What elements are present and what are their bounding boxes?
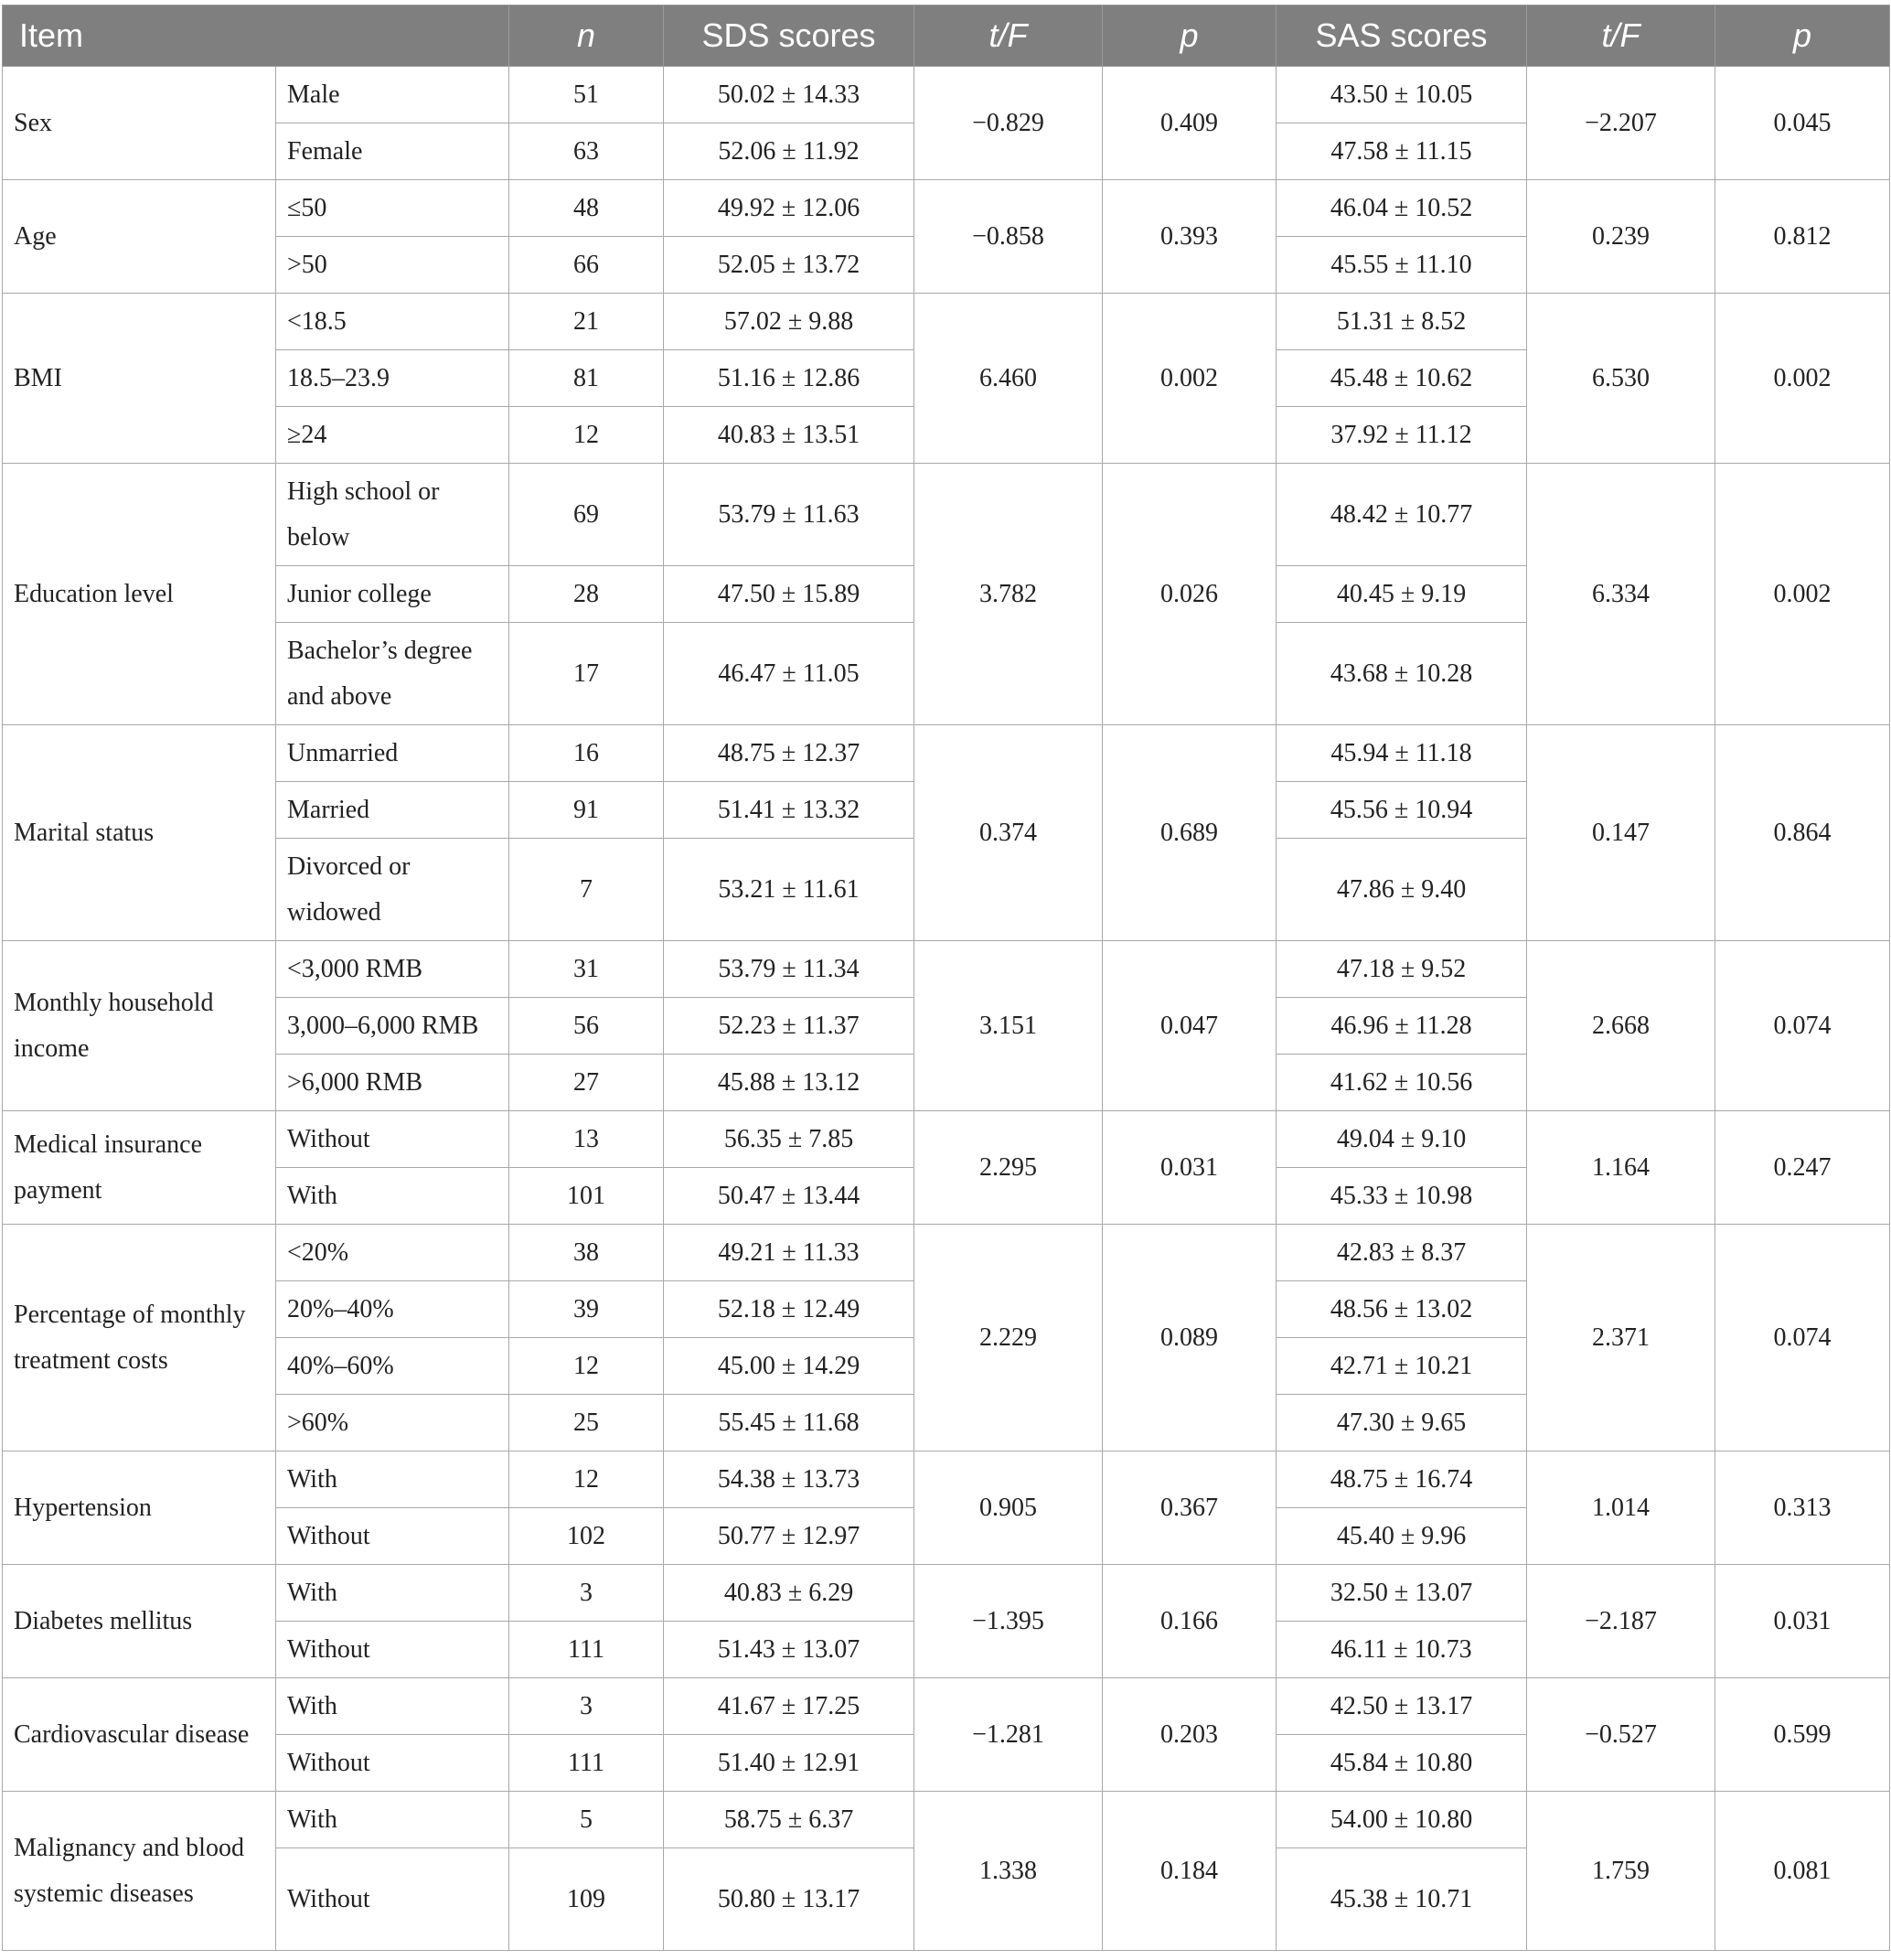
sds-score: 51.40 ± 12.91: [664, 1735, 914, 1792]
sds-score: 50.80 ± 13.17: [664, 1848, 914, 1951]
table-row: [3, 1678, 1890, 1735]
group-item-label: Age: [3, 180, 276, 294]
sas-score: 49.04 ± 9.10: [1277, 1111, 1527, 1168]
sds-tf-value: −1.395: [914, 1565, 1103, 1678]
table-body: [3, 67, 1890, 1951]
sds-score: 51.16 ± 12.86: [664, 350, 914, 407]
header-tf-sas: t/F: [1527, 5, 1715, 67]
sds-tf-value: 2.229: [914, 1225, 1103, 1451]
subgroup-label: With: [276, 1451, 509, 1508]
sds-score: 50.02 ± 14.33: [664, 67, 914, 123]
sas-tf-value: 6.530: [1527, 294, 1715, 464]
sas-score: 54.00 ± 10.80: [1277, 1792, 1527, 1848]
sds-p-value: 0.026: [1103, 464, 1277, 725]
table-row: [3, 1111, 1890, 1168]
subgroup-label: Bachelor’s degree and above: [276, 623, 509, 725]
sas-score: 45.38 ± 10.71: [1277, 1848, 1527, 1951]
sas-p-value: 0.074: [1715, 941, 1890, 1111]
n-value: 13: [509, 1111, 664, 1168]
sds-p-value: 0.409: [1103, 67, 1277, 180]
sas-score: 45.94 ± 11.18: [1277, 725, 1527, 782]
sds-p-value: 0.089: [1103, 1225, 1277, 1451]
subgroup-label: With: [276, 1678, 509, 1735]
table-row: [3, 1451, 1890, 1508]
n-value: 56: [509, 998, 664, 1055]
subgroup-label: >6,000 RMB: [276, 1055, 509, 1111]
n-value: 12: [509, 407, 664, 464]
header-n: n: [509, 5, 664, 67]
sas-score: 47.18 ± 9.52: [1277, 941, 1527, 998]
sds-p-value: 0.184: [1103, 1792, 1277, 1951]
sas-score: 48.56 ± 13.02: [1277, 1281, 1527, 1338]
sas-score: 47.58 ± 11.15: [1277, 123, 1527, 180]
n-value: 48: [509, 180, 664, 237]
sds-p-value: 0.031: [1103, 1111, 1277, 1225]
n-value: 17: [509, 623, 664, 725]
n-value: 101: [509, 1168, 664, 1225]
group-item-label: Education level: [3, 464, 276, 725]
sds-p-value: 0.367: [1103, 1451, 1277, 1565]
sds-p-value: 0.166: [1103, 1565, 1277, 1678]
sds-score: 52.18 ± 12.49: [664, 1281, 914, 1338]
sds-score: 52.23 ± 11.37: [664, 998, 914, 1055]
n-value: 27: [509, 1055, 664, 1111]
sds-score: 52.06 ± 11.92: [664, 123, 914, 180]
n-value: 28: [509, 566, 664, 623]
sds-score: 48.75 ± 12.37: [664, 725, 914, 782]
subgroup-label: With: [276, 1792, 509, 1848]
sds-score: 57.02 ± 9.88: [664, 294, 914, 350]
header-p-sas: p: [1715, 5, 1890, 67]
sas-score: 45.84 ± 10.80: [1277, 1735, 1527, 1792]
sds-score: 47.50 ± 15.89: [664, 566, 914, 623]
sds-score: 53.21 ± 11.61: [664, 839, 914, 941]
group-item-label: Marital status: [3, 725, 276, 941]
sas-score: 43.50 ± 10.05: [1277, 67, 1527, 123]
subgroup-label: Without: [276, 1111, 509, 1168]
sds-p-value: 0.689: [1103, 725, 1277, 941]
sds-tf-value: 6.460: [914, 294, 1103, 464]
subgroup-label: <20%: [276, 1225, 509, 1281]
sas-score: 45.33 ± 10.98: [1277, 1168, 1527, 1225]
n-value: 102: [509, 1508, 664, 1565]
sds-tf-value: 2.295: [914, 1111, 1103, 1225]
n-value: 69: [509, 464, 664, 566]
sds-p-value: 0.002: [1103, 294, 1277, 464]
group-item-label: Sex: [3, 67, 276, 180]
n-value: 12: [509, 1451, 664, 1508]
table-row: [3, 180, 1890, 237]
sas-tf-value: 2.371: [1527, 1225, 1715, 1451]
n-value: 39: [509, 1281, 664, 1338]
subgroup-label: Married: [276, 782, 509, 839]
n-value: 16: [509, 725, 664, 782]
group-item-label: Percentage of monthly treatment costs: [3, 1225, 276, 1451]
sas-score: 48.42 ± 10.77: [1277, 464, 1527, 566]
sas-score: 37.92 ± 11.12: [1277, 407, 1527, 464]
n-value: 25: [509, 1395, 664, 1451]
sas-p-value: 0.864: [1715, 725, 1890, 941]
table-row: [3, 464, 1890, 566]
sas-tf-value: −2.187: [1527, 1565, 1715, 1678]
sds-tf-value: 0.905: [914, 1451, 1103, 1565]
n-value: 31: [509, 941, 664, 998]
sas-score: 46.04 ± 10.52: [1277, 180, 1527, 237]
sas-score: 43.68 ± 10.28: [1277, 623, 1527, 725]
n-value: 63: [509, 123, 664, 180]
table-row: [3, 941, 1890, 998]
results-table: [2, 5, 1890, 1951]
sds-tf-value: 0.374: [914, 725, 1103, 941]
sds-score: 45.00 ± 14.29: [664, 1338, 914, 1395]
table-row: [3, 67, 1890, 123]
sds-score: 49.21 ± 11.33: [664, 1225, 914, 1281]
header-row: [3, 5, 1890, 67]
sds-score: 54.38 ± 13.73: [664, 1451, 914, 1508]
sas-p-value: 0.002: [1715, 294, 1890, 464]
subgroup-label: Divorced or widowed: [276, 839, 509, 941]
n-value: 7: [509, 839, 664, 941]
table-row: [3, 725, 1890, 782]
sas-score: 32.50 ± 13.07: [1277, 1565, 1527, 1622]
sds-score: 50.47 ± 13.44: [664, 1168, 914, 1225]
sds-score: 56.35 ± 7.85: [664, 1111, 914, 1168]
sds-score: 53.79 ± 11.63: [664, 464, 914, 566]
group-item-label: BMI: [3, 294, 276, 464]
sas-p-value: 0.045: [1715, 67, 1890, 180]
sas-tf-value: 1.014: [1527, 1451, 1715, 1565]
n-value: 66: [509, 237, 664, 294]
sas-p-value: 0.081: [1715, 1792, 1890, 1951]
sas-tf-value: 0.239: [1527, 180, 1715, 294]
group-item-label: Cardiovascular disease: [3, 1678, 276, 1792]
n-value: 3: [509, 1678, 664, 1735]
sds-score: 52.05 ± 13.72: [664, 237, 914, 294]
sds-score: 55.45 ± 11.68: [664, 1395, 914, 1451]
sas-score: 45.56 ± 10.94: [1277, 782, 1527, 839]
n-value: 111: [509, 1735, 664, 1792]
n-value: 5: [509, 1792, 664, 1848]
sds-score: 51.43 ± 13.07: [664, 1622, 914, 1678]
subgroup-label: With: [276, 1565, 509, 1622]
subgroup-label: High school or below: [276, 464, 509, 566]
header-item: Item: [3, 5, 509, 67]
sds-score: 53.79 ± 11.34: [664, 941, 914, 998]
sas-p-value: 0.812: [1715, 180, 1890, 294]
subgroup-label: Without: [276, 1508, 509, 1565]
table-row: [3, 294, 1890, 350]
sas-score: 45.40 ± 9.96: [1277, 1508, 1527, 1565]
sas-score: 42.71 ± 10.21: [1277, 1338, 1527, 1395]
n-value: 111: [509, 1622, 664, 1678]
header-tf-sds: t/F: [914, 5, 1103, 67]
sas-p-value: 0.002: [1715, 464, 1890, 725]
sds-tf-value: 1.338: [914, 1792, 1103, 1951]
sas-tf-value: 6.334: [1527, 464, 1715, 725]
n-value: 81: [509, 350, 664, 407]
subgroup-label: >60%: [276, 1395, 509, 1451]
n-value: 91: [509, 782, 664, 839]
sds-score: 51.41 ± 13.32: [664, 782, 914, 839]
sas-p-value: 0.031: [1715, 1565, 1890, 1678]
subgroup-label: 40%–60%: [276, 1338, 509, 1395]
header-sds-scores: SDS scores: [664, 5, 914, 67]
sds-score: 50.77 ± 12.97: [664, 1508, 914, 1565]
n-value: 109: [509, 1848, 664, 1951]
sas-tf-value: 2.668: [1527, 941, 1715, 1111]
subgroup-label: 18.5–23.9: [276, 350, 509, 407]
group-item-label: Medical insurance payment: [3, 1111, 276, 1225]
subgroup-label: ≤50: [276, 180, 509, 237]
subgroup-label: Junior college: [276, 566, 509, 623]
n-value: 12: [509, 1338, 664, 1395]
sas-score: 47.30 ± 9.65: [1277, 1395, 1527, 1451]
sds-score: 40.83 ± 13.51: [664, 407, 914, 464]
subgroup-label: Without: [276, 1848, 509, 1951]
sds-tf-value: 3.782: [914, 464, 1103, 725]
sds-p-value: 0.203: [1103, 1678, 1277, 1792]
subgroup-label: Without: [276, 1622, 509, 1678]
subgroup-label: Male: [276, 67, 509, 123]
sas-score: 42.83 ± 8.37: [1277, 1225, 1527, 1281]
sds-score: 45.88 ± 13.12: [664, 1055, 914, 1111]
sds-p-value: 0.393: [1103, 180, 1277, 294]
sas-tf-value: −0.527: [1527, 1678, 1715, 1792]
sas-p-value: 0.074: [1715, 1225, 1890, 1451]
subgroup-label: 3,000–6,000 RMB: [276, 998, 509, 1055]
sds-score: 58.75 ± 6.37: [664, 1792, 914, 1848]
sas-score: 42.50 ± 13.17: [1277, 1678, 1527, 1735]
sds-score: 46.47 ± 11.05: [664, 623, 914, 725]
sas-tf-value: −2.207: [1527, 67, 1715, 180]
n-value: 21: [509, 294, 664, 350]
sds-tf-value: −0.858: [914, 180, 1103, 294]
sas-tf-value: 1.759: [1527, 1792, 1715, 1951]
subgroup-label: Unmarried: [276, 725, 509, 782]
sas-score: 45.55 ± 11.10: [1277, 237, 1527, 294]
subgroup-label: Without: [276, 1735, 509, 1792]
sas-score: 40.45 ± 9.19: [1277, 566, 1527, 623]
group-item-label: Diabetes mellitus: [3, 1565, 276, 1678]
sas-score: 45.48 ± 10.62: [1277, 350, 1527, 407]
subgroup-label: >50: [276, 237, 509, 294]
sds-score: 41.67 ± 17.25: [664, 1678, 914, 1735]
sds-tf-value: 3.151: [914, 941, 1103, 1111]
group-item-label: Monthly household income: [3, 941, 276, 1111]
sas-score: 46.96 ± 11.28: [1277, 998, 1527, 1055]
sas-score: 41.62 ± 10.56: [1277, 1055, 1527, 1111]
sas-tf-value: 1.164: [1527, 1111, 1715, 1225]
sas-score: 47.86 ± 9.40: [1277, 839, 1527, 941]
sds-tf-value: −0.829: [914, 67, 1103, 180]
group-item-label: Malignancy and blood systemic diseases: [3, 1792, 276, 1951]
sas-score: 46.11 ± 10.73: [1277, 1622, 1527, 1678]
subgroup-label: Female: [276, 123, 509, 180]
sds-p-value: 0.047: [1103, 941, 1277, 1111]
n-value: 3: [509, 1565, 664, 1622]
subgroup-label: <18.5: [276, 294, 509, 350]
sas-p-value: 0.599: [1715, 1678, 1890, 1792]
sas-tf-value: 0.147: [1527, 725, 1715, 941]
sds-score: 49.92 ± 12.06: [664, 180, 914, 237]
header-p-sds: p: [1103, 5, 1277, 67]
table-row: [3, 1565, 1890, 1622]
sds-tf-value: −1.281: [914, 1678, 1103, 1792]
sas-p-value: 0.247: [1715, 1111, 1890, 1225]
sas-p-value: 0.313: [1715, 1451, 1890, 1565]
n-value: 38: [509, 1225, 664, 1281]
subgroup-label: With: [276, 1168, 509, 1225]
header-sas-scores: SAS scores: [1277, 5, 1527, 67]
subgroup-label: ≥24: [276, 407, 509, 464]
sas-score: 51.31 ± 8.52: [1277, 294, 1527, 350]
table-row: [3, 1792, 1890, 1848]
sas-score: 48.75 ± 16.74: [1277, 1451, 1527, 1508]
n-value: 51: [509, 67, 664, 123]
sds-score: 40.83 ± 6.29: [664, 1565, 914, 1622]
table-row: [3, 1225, 1890, 1281]
subgroup-label: <3,000 RMB: [276, 941, 509, 998]
group-item-label: Hypertension: [3, 1451, 276, 1565]
subgroup-label: 20%–40%: [276, 1281, 509, 1338]
